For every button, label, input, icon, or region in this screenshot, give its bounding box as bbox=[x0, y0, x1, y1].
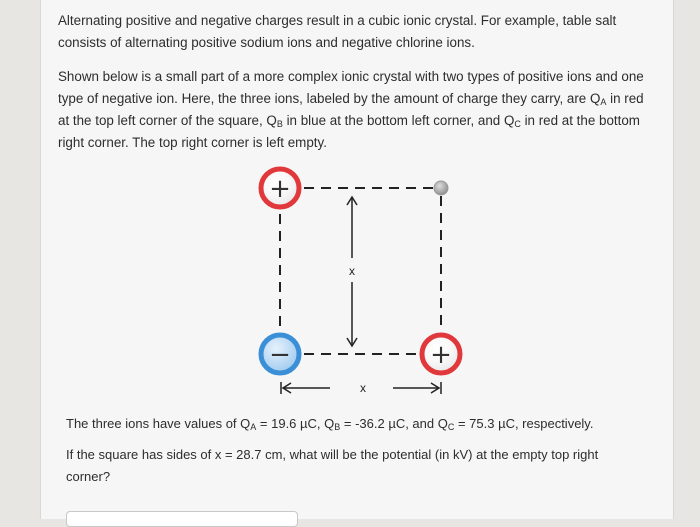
horizontal-dimension-label: x bbox=[360, 381, 366, 395]
ion-qc-positive bbox=[422, 335, 460, 373]
empty-corner-marker bbox=[434, 181, 448, 195]
minus-sign-icon: − bbox=[269, 340, 291, 370]
values-paragraph: The three ions have values of $Q_A = 19.6$ µC, $Q_B = -36.2$ µC, and $Q_C = 75.3$ µC, respectively. bbox=[66, 416, 594, 432]
setup-paragraph: Shown below is a small part of a more complex ionic crystal with two types of positive ions and one type of negative ion. Here, the three ions, labeled by the amount of charge they carry, are $Q_A$ in red at the top left corner of the square, $Q_B$ in blue at the bottom left corner, and $Q_C$ in red at the bottom right corner. The top right corner is left empty. bbox=[58, 69, 644, 150]
ion-qa-positive bbox=[261, 169, 299, 207]
plus-sign-icon: + bbox=[430, 340, 452, 370]
intro-paragraph: Alternating positive and negative charges result in a cubic ionic crystal. For example, table salt consists of alternating positive sodium ions and negative chlorine ions. bbox=[58, 13, 617, 50]
vertical-dimension-label: x bbox=[349, 264, 355, 278]
plus-sign-icon: + bbox=[269, 174, 291, 204]
prompt-paragraph: If the square has sides of x = 28.7 cm, what will be the potential (in kV) at the empty top right corner? bbox=[66, 447, 599, 484]
ion-qb-negative bbox=[261, 335, 299, 373]
answer-input[interactable] bbox=[66, 511, 298, 527]
